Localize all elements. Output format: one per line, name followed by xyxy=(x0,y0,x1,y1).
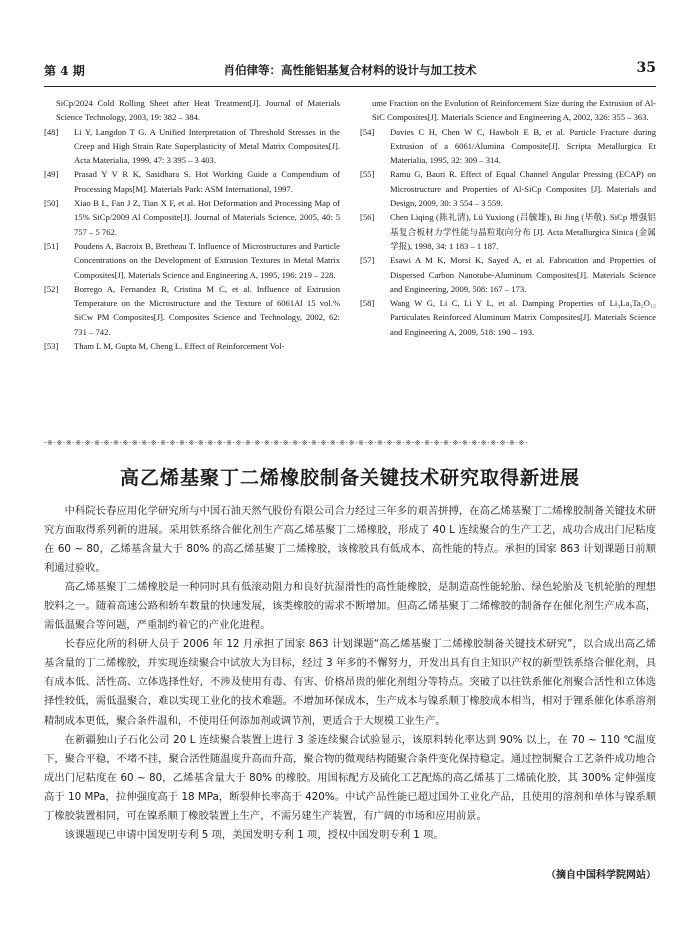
reference-column-right xyxy=(360,96,656,339)
reference-item xyxy=(360,125,656,168)
article-paragraph: 长春应化所的科研人员于 2006 年 12 月承担了国家 863 计划课题“高乙烯基聚丁二烯橡胶制备关键技术研究”，以合成出高乙烯基含量的丁二烯橡胶，并实现连续聚合中试放大为目标，经过 3 年多的不懈努力，开发出具有自主知识产权的新型铁系络合催化剂，具有成本低、活性高、立体选择性好，不涉及使用有毒、有害、价格昂贵的催化剂组分等特点。突破了以往铁系催化剂聚合活性和立体选择性较低，需低温聚合，难以实现工业化的技术难题。不增加环保成本，生产成本与镍系顺丁橡胶成本相当，相对于锂系催化体系溶剂精制成本更低，聚合条件温和，不使用任何添加剂或调节剂，更适合于大规模工业生产。 xyxy=(44,638,656,727)
reference-number: [51] xyxy=(44,240,59,251)
reference-column-left xyxy=(44,96,340,353)
reference-item xyxy=(44,239,340,282)
issue-label: 第 4 期 xyxy=(44,64,85,78)
reference-item xyxy=(44,167,340,196)
section-divider: -※-※-※-※-※-※-※-※-※-※-※-※-※-※-※-※-※-※-※-※-※-※-※-※-※-※-※-※-※-※-※-※-※-※-※-※-※-※-※-※-※-※-※-※-※-※-※-※-※-※-※- xyxy=(44,440,528,446)
reference-item xyxy=(44,282,340,339)
reference-number: [58] xyxy=(360,298,375,309)
reference-number: [55] xyxy=(360,169,375,180)
reference-text: Ramu G, Bauri R. Effect of Equal Channel Angular Pressing (ECAP) on Microstructure and Properties of Al-SiCp Composites [J]. Materials and Design, 2009, 30: 3 554 – 3 559. xyxy=(390,169,656,209)
reference-item xyxy=(44,125,340,168)
reference-item xyxy=(360,96,656,125)
reference-number: [54] xyxy=(360,126,375,137)
article-paragraph: 该课题现已申请中国发明专利 5 项，美国发明专利 1 项，授权中国发明专利 1 项。 xyxy=(64,828,444,841)
reference-text: Tham L M, Gupta M, Cheng L. Effect of Reinforcement Vol- xyxy=(74,341,285,352)
reference-item xyxy=(360,253,656,296)
reference-text: Prasad Y V R K, Sasidhara S. Hot Working Guide a Compendium of Processing Maps[M]. Materials Park: ASM International, 1997. xyxy=(74,169,340,194)
article-title: 高乙烯基聚丁二烯橡胶制备关键技术研究取得新进展 xyxy=(119,467,580,489)
article-body xyxy=(44,502,656,845)
article-paragraph: 在新疆独山子石化公司 20 L 连续聚合装置上进行 3 釜连续聚合试验显示，该原料转化率达到 90% 以上，在 70 ~ 110 ℃温度下，聚合平稳，不堵不挂，聚合活性随温度升高而升高，聚合物的微观结构随聚合条件变化保持稳定。通过控制聚合工艺条件成功地合成出门尼粘度在 60 ~ 80，乙烯基含量大于 80% 的橡胶。用国标配方及硫化工艺配炼的高乙烯基丁二烯硫化胶，其 300% 定伸强度高于 10 MPa，拉伸强度高于 18 MPa，断裂伸长率高于 420%。中试产品性能已超过国外工业化产品，且使用的溶剂和单体与镍系顺丁橡胶装置相同，可在镍系顺丁橡胶装置上生产，不需另建生产装置，有广阔的市场和应用前景。 xyxy=(44,733,656,822)
reference-text: Poudens A, Bacroix B, Bretheau T. Influence of Microstructures and Particle Concentrations on the Development of Extrusion Textures in Metal Matrix Composites[J]. Materials Science and Engineering A, 1995, 196: 219 – 228. xyxy=(74,240,340,280)
running-title: 肖伯律等：高性能铝基复合材料的设计与加工技术 xyxy=(223,63,477,77)
article-paragraph: 高乙烯基聚丁二烯橡胶是一种同时具有低滚动阻力和良好抗湿滑性的高性能橡胶，是制造高性能轮胎、绿色轮胎及飞机轮胎的理想胶料之一。随着高速公路和轿车数量的快速发展，该类橡胶的需求不断增加。但高乙烯基聚丁二烯橡胶的制备存在催化剂生产成本高，需低温聚合等问题，严重制约着它的产业化进程。 xyxy=(44,581,656,632)
reference-item xyxy=(360,210,656,253)
article-source: （摘自中国科学院网站） xyxy=(546,870,656,881)
reference-item xyxy=(44,196,340,239)
reference-item xyxy=(360,167,656,210)
reference-number: [56] xyxy=(360,212,375,223)
reference-number: [48] xyxy=(44,126,59,137)
reference-number: [52] xyxy=(44,283,59,294)
reference-text: Chen Liqing (陈礼清), Lü Yuxiong (吕毓雄), Bi Jing (毕敬). SiCp 增强铝基复合板材力学性能与晶粒取向分布 [J]. Acta Metallurgica Sinica (金属学报), 1998, 34: 1 183 – 1 187. xyxy=(390,212,656,251)
reference-text: Borrego A, Fernandez R, Cristina M C, et al. Influence of Extrusion Temperature on the Microstructure and the Texture of 6061Al 15 vol.% SiCw PM Composites[J]. Composites Science and Technology, 2002, 62: 731 – 742. xyxy=(74,283,340,337)
reference-number: [50] xyxy=(44,198,59,209)
running-header xyxy=(44,58,656,82)
reference-text: SiCp/2024 Cold Rolling Sheet after Heat Treatment[J]. Journal of Materials Science Technology, 2003, 19: 382 – 384. xyxy=(56,98,340,123)
reference-list xyxy=(44,96,656,426)
reference-text: Xiao B L, Fan J Z, Tian X F, et al. Hot Deformation and Processing Map of 15% SiCp/2009 Al Composite[J]. Journal of Materials Science, 2005, 40: 5 757 – 5 762. xyxy=(74,198,340,237)
article-paragraph: 中科院长春应用化学研究所与中国石油天然气股份有限公司合力经过三年多的艰苦拼搏，在高乙烯基聚丁二烯橡胶制备关键技术研究方面取得系列新的进展。采用铁系络合催化剂生产高乙烯基聚丁二烯橡胶，形成了 40 L 连续聚合的生产工艺，成功合成出门尼粘度在 60 ~ 80，乙烯基含量大于 80% 的高乙烯基聚丁二烯橡胶，该橡胶具有低成本、高性能的特点。承担的国家 863 计划课题日前顺利通过验收。 xyxy=(44,505,656,575)
page-number: 35 xyxy=(636,60,656,76)
reference-number: [53] xyxy=(44,341,59,352)
reference-number: [49] xyxy=(44,169,59,180)
reference-text: Esawi A M K, Morsi K, Sayed A, et al. Fabrication and Properties of Dispersed Carbon Nanotube-Aluminum Composites[J]. Materials Science and Engineering, 2009, 508: 167 – 173. xyxy=(390,255,656,294)
header-rule xyxy=(44,86,656,87)
reference-item xyxy=(360,296,656,339)
reference-item xyxy=(44,96,340,125)
reference-text: Wang W G, Li C, Li Y L, et al. Damping Properties of Li₃La₃Ta₂O₁₂ Particulates Reinforced Aluminum Matrix Composites[J]. Materials Science and Engineering A, 2009, 518: 190 – 193. xyxy=(390,298,656,337)
reference-number: [57] xyxy=(360,255,375,266)
reference-text: Davies C H, Chen W C, Hawbolt E B, et al. Particle Fracture during Extrusion of a 6061/Alumina Composite[J]. Scripta Metallurgica Et Materialia, 1995, 32: 309 – 314. xyxy=(390,126,656,166)
reference-text: Li Y, Langdon T G. A Unified Interpretation of Threshold Stresses in the Creep and High Strain Rate Superplasticity of Metal Matrix Composites[J]. Acta Materialia, 1999, 47: 3 395 – 3 403. xyxy=(74,126,340,166)
reference-text: ume Fraction on the Evolution of Reinforcement Size during the Extrusion of Al-SiC Composites[J]. Materials Science and Engineering A, 2002, 326: 355 – 363. xyxy=(372,98,656,123)
reference-item xyxy=(44,339,340,353)
